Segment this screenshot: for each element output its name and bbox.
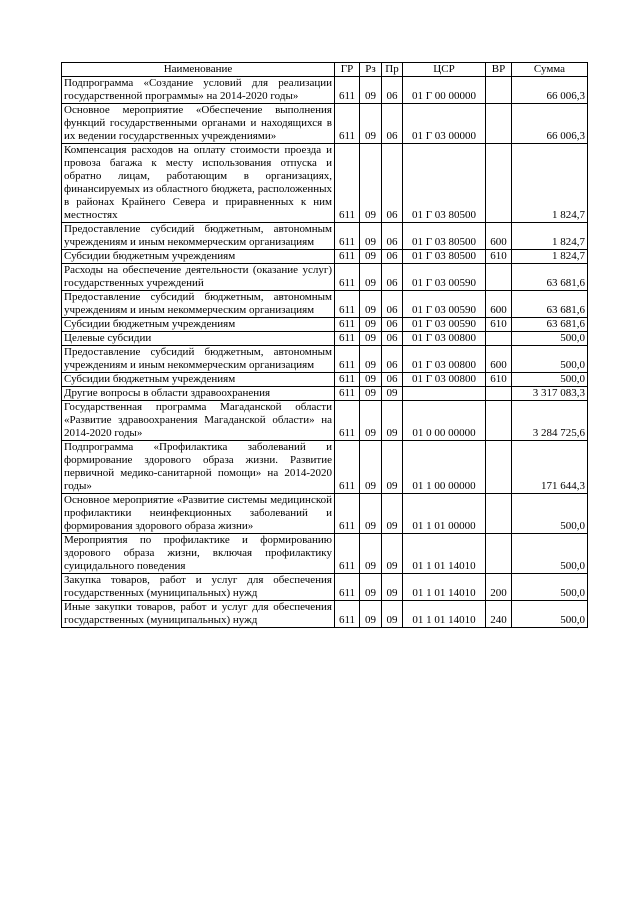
cell-name: Подпрограмма «Профилактика заболеваний и формирование здорового образа жизни. Развитие первичной медико-санитарной помощи» на 2014-2020 годы» [62, 441, 335, 494]
cell-sum: 1 824,7 [512, 144, 588, 223]
table-row [62, 77, 588, 104]
cell-name: Другие вопросы в области здравоохранения [62, 387, 335, 401]
cell-csr [403, 387, 486, 401]
cell-name: Расходы на обеспечение деятельности (оказание услуг) государственных учреждений [62, 264, 335, 291]
cell-vr [486, 401, 512, 441]
cell-name: Мероприятия по профилактике и формированию здорового образа жизни, включая профилактику суицидального поведения [62, 534, 335, 574]
cell-csr: 01 Г 03 80500 [403, 250, 486, 264]
table-row [62, 144, 588, 223]
cell-pr: 09 [382, 494, 403, 534]
cell-gr: 611 [335, 373, 360, 387]
cell-gr: 611 [335, 574, 360, 601]
cell-rz: 09 [360, 574, 382, 601]
cell-rz: 09 [360, 601, 382, 628]
table-row [62, 441, 588, 494]
cell-pr: 09 [382, 574, 403, 601]
cell-pr: 09 [382, 601, 403, 628]
cell-vr [486, 534, 512, 574]
cell-csr: 01 1 00 00000 [403, 441, 486, 494]
cell-sum: 66 006,3 [512, 104, 588, 144]
cell-csr: 01 1 01 14010 [403, 574, 486, 601]
cell-gr: 611 [335, 250, 360, 264]
cell-pr: 06 [382, 144, 403, 223]
header-rz: Рз [360, 63, 382, 77]
cell-gr: 611 [335, 104, 360, 144]
cell-pr: 06 [382, 264, 403, 291]
cell-rz: 09 [360, 144, 382, 223]
cell-gr: 611 [335, 144, 360, 223]
cell-csr: 01 1 01 14010 [403, 534, 486, 574]
cell-rz: 09 [360, 387, 382, 401]
cell-pr: 09 [382, 441, 403, 494]
cell-csr: 01 Г 03 80500 [403, 144, 486, 223]
cell-name: Основное мероприятие «Обеспечение выполнения функций государственными органами и находящихся в их ведении государственных учреждениями» [62, 104, 335, 144]
cell-name: Основное мероприятие «Развитие системы медицинской профилактики неинфекционных заболеваний и формирования здорового образа жизни» [62, 494, 335, 534]
cell-vr: 610 [486, 250, 512, 264]
cell-pr: 06 [382, 346, 403, 373]
header-pr: Пр [382, 63, 403, 77]
cell-csr: 01 Г 03 00590 [403, 291, 486, 318]
table-row [62, 250, 588, 264]
cell-pr: 06 [382, 250, 403, 264]
cell-gr: 611 [335, 223, 360, 250]
cell-pr: 06 [382, 332, 403, 346]
cell-sum: 500,0 [512, 373, 588, 387]
table-row [62, 574, 588, 601]
cell-name: Целевые субсидии [62, 332, 335, 346]
header-csr: ЦСР [403, 63, 486, 77]
cell-gr: 611 [335, 346, 360, 373]
cell-pr: 09 [382, 387, 403, 401]
cell-rz: 09 [360, 373, 382, 387]
table-row [62, 373, 588, 387]
cell-vr: 200 [486, 574, 512, 601]
table-header-row [62, 63, 588, 77]
cell-sum: 171 644,3 [512, 441, 588, 494]
cell-sum: 500,0 [512, 601, 588, 628]
cell-gr: 611 [335, 441, 360, 494]
table-row [62, 318, 588, 332]
cell-gr: 611 [335, 264, 360, 291]
cell-vr: 600 [486, 346, 512, 373]
cell-sum: 500,0 [512, 534, 588, 574]
cell-vr [486, 494, 512, 534]
cell-csr: 01 Г 03 00800 [403, 332, 486, 346]
cell-pr: 09 [382, 534, 403, 574]
cell-name: Иные закупки товаров, работ и услуг для обеспечения государственных (муниципальных) нужд [62, 601, 335, 628]
cell-sum: 500,0 [512, 346, 588, 373]
cell-name: Субсидии бюджетным учреждениям [62, 250, 335, 264]
cell-pr: 06 [382, 223, 403, 250]
cell-sum: 1 824,7 [512, 223, 588, 250]
cell-rz: 09 [360, 250, 382, 264]
cell-rz: 09 [360, 401, 382, 441]
header-gr: ГР [335, 63, 360, 77]
cell-vr [486, 387, 512, 401]
cell-csr: 01 0 00 00000 [403, 401, 486, 441]
cell-gr: 611 [335, 291, 360, 318]
cell-pr: 09 [382, 401, 403, 441]
cell-gr: 611 [335, 401, 360, 441]
cell-vr: 240 [486, 601, 512, 628]
cell-pr: 06 [382, 318, 403, 332]
cell-rz: 09 [360, 332, 382, 346]
cell-vr [486, 77, 512, 104]
header-sum: Сумма [512, 63, 588, 77]
header-vr: ВР [486, 63, 512, 77]
table-row [62, 104, 588, 144]
table-row [62, 332, 588, 346]
cell-sum: 63 681,6 [512, 264, 588, 291]
table-row [62, 534, 588, 574]
cell-name: Государственная программа Магаданской области «Развитие здравоохранения Магаданской области» на 2014-2020 годы» [62, 401, 335, 441]
table-row [62, 387, 588, 401]
cell-gr: 611 [335, 332, 360, 346]
cell-rz: 09 [360, 441, 382, 494]
cell-name: Предоставление субсидий бюджетным, автономным учреждениям и иным некоммерческим организациям [62, 291, 335, 318]
cell-csr: 01 1 01 00000 [403, 494, 486, 534]
cell-rz: 09 [360, 264, 382, 291]
table-row [62, 346, 588, 373]
cell-rz: 09 [360, 318, 382, 332]
cell-name: Предоставление субсидий бюджетным, автономным учреждениям и иным некоммерческим организациям [62, 346, 335, 373]
cell-sum: 500,0 [512, 494, 588, 534]
cell-pr: 06 [382, 77, 403, 104]
cell-csr: 01 Г 03 00800 [403, 373, 486, 387]
cell-sum: 66 006,3 [512, 77, 588, 104]
cell-sum: 63 681,6 [512, 291, 588, 318]
cell-name: Подпрограмма «Создание условий для реализации государственной программы» на 2014-2020 годы» [62, 77, 335, 104]
cell-rz: 09 [360, 346, 382, 373]
cell-vr: 610 [486, 318, 512, 332]
table-row [62, 264, 588, 291]
cell-gr: 611 [335, 318, 360, 332]
cell-gr: 611 [335, 77, 360, 104]
cell-name: Компенсация расходов на оплату стоимости проезда и провоза багажа к месту использования отпуска и обратно лицам, работающим в организациях, финансируемых из областного бюджета, расположенных в районах Крайнего Севера и приравненных к ним местностях [62, 144, 335, 223]
table-row [62, 494, 588, 534]
cell-csr: 01 Г 03 00800 [403, 346, 486, 373]
cell-vr: 600 [486, 291, 512, 318]
cell-gr: 611 [335, 534, 360, 574]
cell-pr: 06 [382, 373, 403, 387]
cell-sum: 3 284 725,6 [512, 401, 588, 441]
cell-rz: 09 [360, 494, 382, 534]
cell-vr [486, 264, 512, 291]
cell-csr: 01 Г 00 00000 [403, 77, 486, 104]
cell-name: Предоставление субсидий бюджетным, автономным учреждениям и иным некоммерческим организациям [62, 223, 335, 250]
table-row [62, 291, 588, 318]
cell-vr [486, 144, 512, 223]
cell-sum: 500,0 [512, 332, 588, 346]
table-row [62, 223, 588, 250]
cell-rz: 09 [360, 291, 382, 318]
cell-vr: 600 [486, 223, 512, 250]
cell-rz: 09 [360, 223, 382, 250]
document-page [61, 62, 587, 628]
table-row [62, 601, 588, 628]
cell-name: Закупка товаров, работ и услуг для обеспечения государственных (муниципальных) нужд [62, 574, 335, 601]
cell-rz: 09 [360, 104, 382, 144]
cell-csr: 01 Г 03 00590 [403, 318, 486, 332]
budget-table [61, 62, 588, 628]
table-row [62, 401, 588, 441]
cell-gr: 611 [335, 387, 360, 401]
cell-gr: 611 [335, 601, 360, 628]
cell-rz: 09 [360, 534, 382, 574]
cell-vr [486, 441, 512, 494]
cell-vr: 610 [486, 373, 512, 387]
cell-pr: 06 [382, 291, 403, 318]
cell-sum: 500,0 [512, 574, 588, 601]
cell-csr: 01 Г 03 80500 [403, 223, 486, 250]
cell-pr: 06 [382, 104, 403, 144]
table-body [62, 77, 588, 628]
header-name: Наименование [62, 63, 335, 77]
cell-csr: 01 Г 03 00590 [403, 264, 486, 291]
cell-sum: 3 317 083,3 [512, 387, 588, 401]
cell-sum: 63 681,6 [512, 318, 588, 332]
cell-csr: 01 1 01 14010 [403, 601, 486, 628]
cell-name: Субсидии бюджетным учреждениям [62, 318, 335, 332]
cell-vr [486, 104, 512, 144]
cell-rz: 09 [360, 77, 382, 104]
cell-vr [486, 332, 512, 346]
cell-name: Субсидии бюджетным учреждениям [62, 373, 335, 387]
cell-csr: 01 Г 03 00000 [403, 104, 486, 144]
cell-gr: 611 [335, 494, 360, 534]
cell-sum: 1 824,7 [512, 250, 588, 264]
